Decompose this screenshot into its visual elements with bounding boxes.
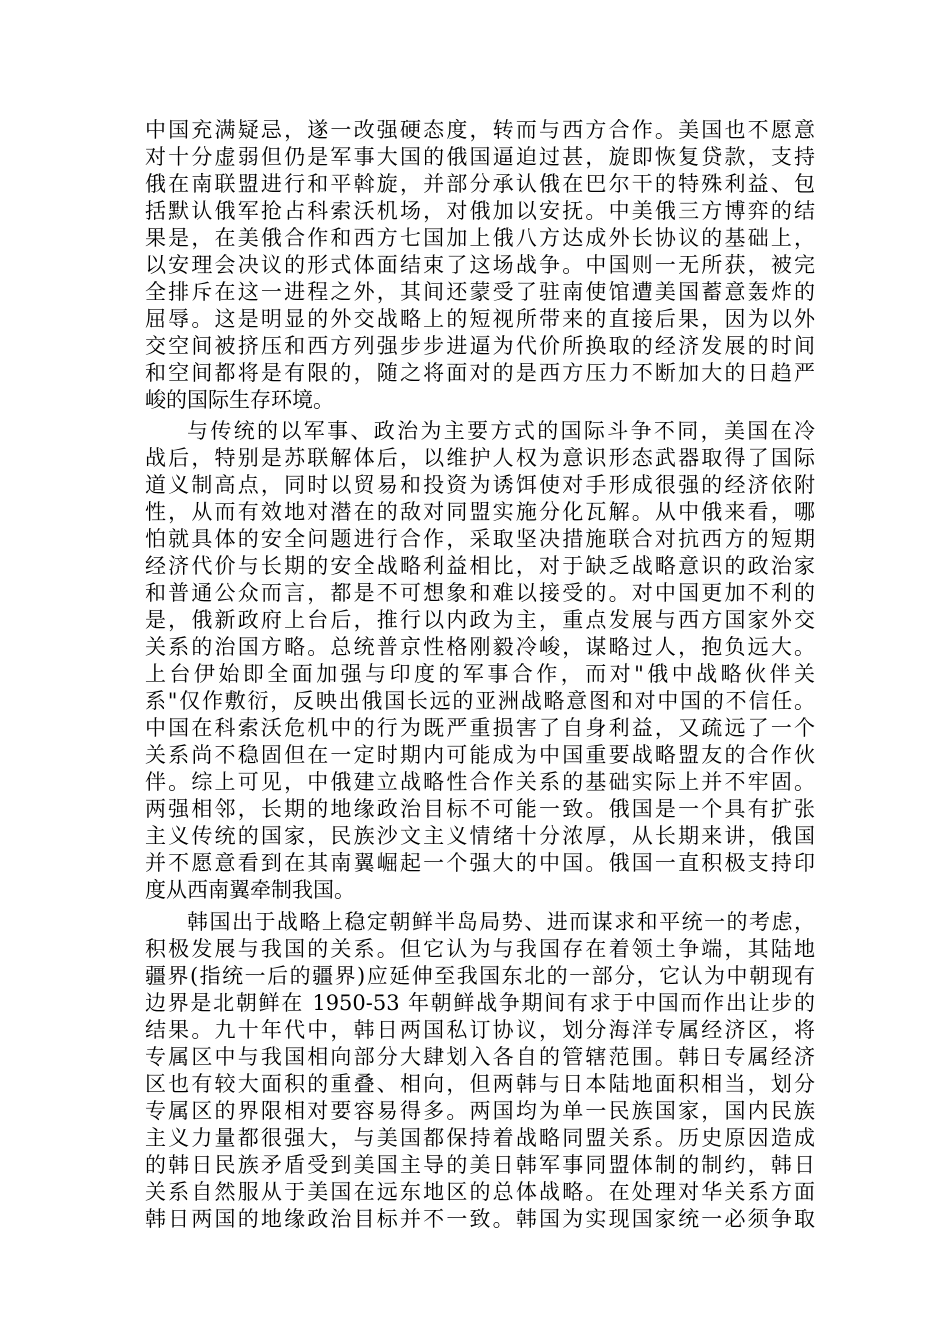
paragraph-line: 并不愿意看到在其南翼崛起一个强大的中国。俄国一直积极支持印 xyxy=(145,851,815,875)
paragraph-line: 关系的治国方略。总统普京性格刚毅冷峻，谋略过人，抱负远大。 xyxy=(145,635,815,659)
paragraph-line: 全排斥在这一进程之外，其间还蒙受了驻南使馆遭美国蓄意轰炸的 xyxy=(145,280,815,304)
paragraph-line: 疆界(指统一后的疆界)应延伸至我国东北的一部分，它认为中朝现有 xyxy=(145,964,815,988)
paragraph-line: 关系自然服从于美国在远东地区的总体战略。在处理对华关系方面 xyxy=(145,1180,815,1204)
paragraph-line: 主义力量都很强大，与美国都保持着战略同盟关系。历史原因造成 xyxy=(145,1126,815,1150)
paragraph-line: 和空间都将是有限的，随之将面对的是西方压力不断加大的日趋严 xyxy=(145,361,815,385)
paragraph-line: 怕就具体的安全问题进行合作，采取坚决措施联合对抗西方的短期 xyxy=(145,527,815,551)
paragraph-line: 括默认俄军抢占科索沃机场，对俄加以安抚。中美俄三方博弈的结 xyxy=(145,199,815,223)
paragraph-line: 专属区的界限相对要容易得多。两国均为单一民族国家，国内民族 xyxy=(145,1099,815,1123)
paragraph-line: 是，俄新政府上台后，推行以内政为主，重点发展与西方国家外交 xyxy=(145,608,815,632)
paragraph-line: 专属区中与我国相向部分大肆划入各自的管辖范围。韩日专属经济 xyxy=(145,1045,815,1069)
paragraph-line: 峻的国际生存环境。 xyxy=(145,388,334,412)
paragraph-line: 韩日两国的地缘政治目标并不一致。韩国为实现国家统一必须争取 xyxy=(145,1207,815,1231)
paragraph-line: 中国充满疑忌，遂一改强硬态度，转而与西方合作。美国也不愿意 xyxy=(145,118,815,142)
paragraph-line: 的韩日民族矛盾受到美国主导的美日韩军事同盟体制的制约，韩日 xyxy=(145,1153,815,1177)
paragraph-line: 系"仅作敷衍，反映出俄国长远的亚洲战略意图和对中国的不信任。 xyxy=(145,689,815,713)
paragraph-line: 结果。九十年代中，韩日两国私订协议，划分海洋专属经济区，将 xyxy=(145,1018,815,1042)
paragraph-line: 伴。综上可见，中俄建立战略性合作关系的基础实际上并不牢固。 xyxy=(145,770,815,794)
paragraph-line: 边界是北朝鲜在 1950-53 年朝鲜战争期间有求于中国而作出让步的 xyxy=(145,991,815,1015)
paragraph-line: 中国在科索沃危机中的行为既严重损害了自身利益，又疏远了一个 xyxy=(145,716,815,740)
paragraph-line: 与传统的以军事、政治为主要方式的国际斗争不同，美国在冷 xyxy=(187,419,815,443)
paragraph-line: 主义传统的国家，民族沙文主义情绪十分浓厚，从长期来讲，俄国 xyxy=(145,824,815,848)
paragraph-line: 对十分虚弱但仍是军事大国的俄国逼迫过甚，旋即恢复贷款，支持 xyxy=(145,145,815,169)
paragraph-line: 性，从而有效地对潜在的敌对同盟实施分化瓦解。从中俄来看，哪 xyxy=(145,500,815,524)
paragraph-line: 度从西南翼牵制我国。 xyxy=(145,878,355,902)
paragraph-1 xyxy=(145,117,815,414)
paragraph-line: 道义制高点，同时以贸易和投资为诱饵使对手形成很强的经济依附 xyxy=(145,473,815,497)
paragraph-line: 和普通公众而言，都是不可想象和难以接受的。对中国更加不利的 xyxy=(145,581,815,605)
paragraph-line: 区也有较大面积的重叠、相向，但两韩与日本陆地面积相当，划分 xyxy=(145,1072,815,1096)
paragraph-line: 以安理会决议的形式体面结束了这场战争。中国则一无所获，被完 xyxy=(145,253,815,277)
paragraph-line: 经济代价与长期的安全战略利益相比，对于缺乏战略意识的政治家 xyxy=(145,554,815,578)
paragraph-line: 交空间被挤压和西方列强步步进逼为代价所换取的经济发展的时间 xyxy=(145,334,815,358)
paragraph-line: 关系尚不稳固但在一定时期内可能成为中国重要战略盟友的合作伙 xyxy=(145,743,815,767)
paragraph-3 xyxy=(145,909,815,1233)
paragraph-line: 屈辱。这是明显的外交战略上的短视所带来的直接后果，因为以外 xyxy=(145,307,815,331)
paragraph-line: 两强相邻，长期的地缘政治目标不可能一致。俄国是一个具有扩张 xyxy=(145,797,815,821)
paragraph-line: 俄在南联盟进行和平斡旋，并部分承认俄在巴尔干的特殊利益、包 xyxy=(145,172,815,196)
paragraph-line: 积极发展与我国的关系。但它认为与我国存在着领土争端，其陆地 xyxy=(145,937,815,961)
paragraph-line: 韩国出于战略上稳定朝鲜半岛局势、进而谋求和平统一的考虑， xyxy=(187,910,815,934)
paragraph-line: 战后，特别是苏联解体后，以维护人权为意识形态武器取得了国际 xyxy=(145,446,815,470)
paragraph-line: 果是，在美俄合作和西方七国加上俄八方达成外长协议的基础上， xyxy=(145,226,815,250)
paragraph-2 xyxy=(145,418,815,904)
paragraph-line: 上台伊始即全面加强与印度的军事合作，而对"俄中战略伙伴关 xyxy=(145,662,815,686)
